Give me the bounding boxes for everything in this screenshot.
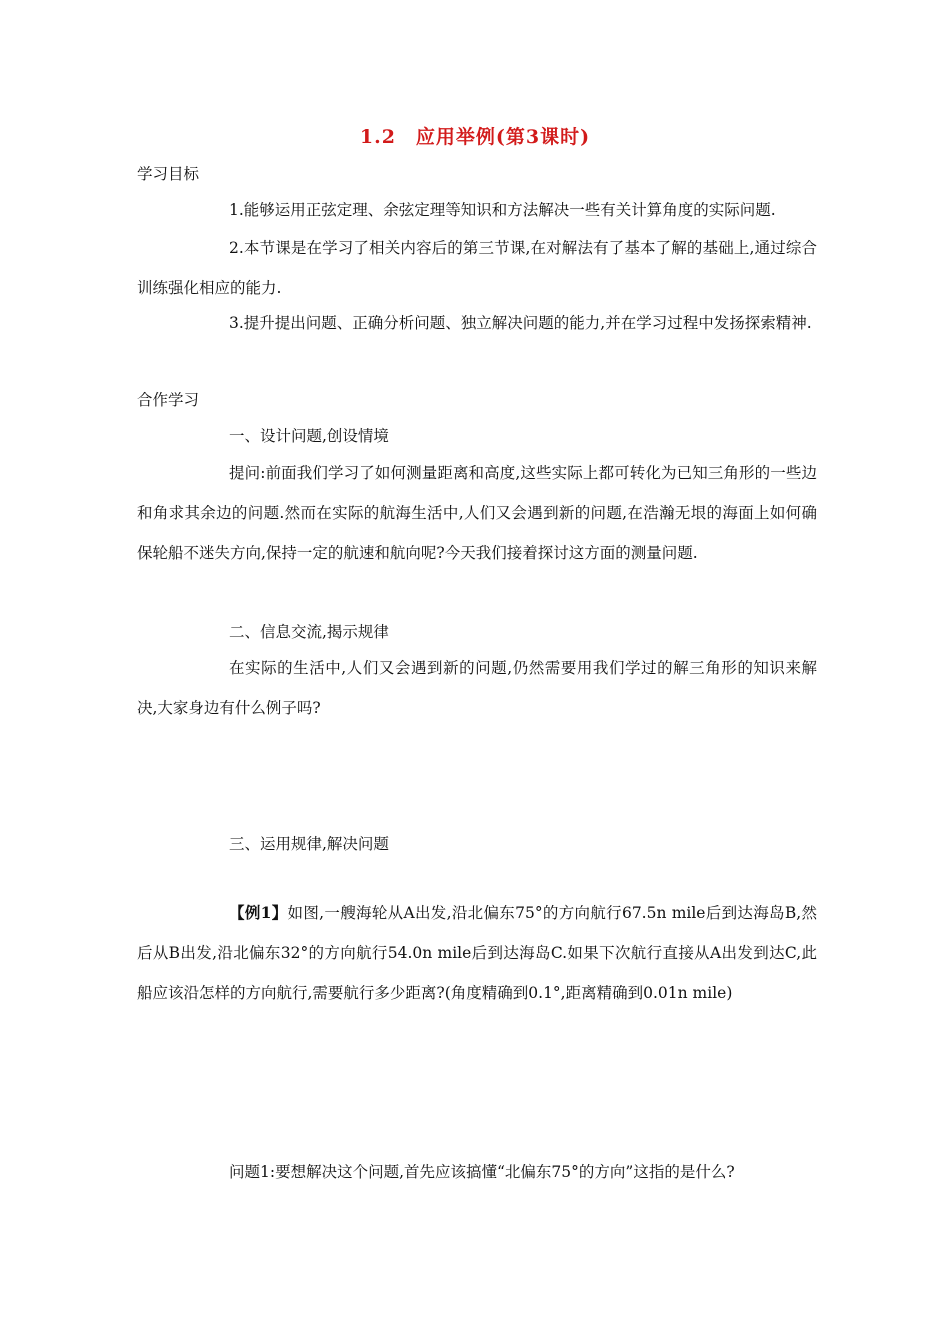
- objective-item-3: 3.提升提出问题、正确分析问题、独立解决问题的能力,并在学习过程中发扬探索精神.: [229, 314, 812, 332]
- section1-heading: 一、设计问题,创设情境: [229, 427, 389, 445]
- example-1: [137, 893, 817, 1013]
- section2-heading: 二、信息交流,揭示规律: [229, 623, 389, 641]
- section3-heading: 三、运用规律,解决问题: [229, 835, 389, 853]
- section1-text: 提问:前面我们学习了如何测量距离和高度,这些实际上都可转化为已知三角形的一些边和角求其余边的问题.然而在实际的航海生活中,人们又会遇到新的问题,在浩瀚无垠的海面上如何确保轮船不迷失方向,保持一定的航速和航向呢?今天我们接着探讨这方面的测量问题.: [137, 464, 817, 562]
- section2-text: 在实际的生活中,人们又会遇到新的问题,仍然需要用我们学过的解三角形的知识来解决,大家身边有什么例子吗?: [137, 659, 817, 717]
- page-title: 1.2 应用举例(第3课时): [359, 126, 591, 148]
- example-text: 如图,一艘海轮从A出发,沿北偏东75°的方向航行67.5n mile后到达海岛B,然后从B出发,沿北偏东32°的方向航行54.0n mile后到达海岛C.如果下次航行直接从A出发到达C,此船应该沿怎样的方向航行,需要航行多少距离?(角度精确到0.1°,距离精确到0.01n mile): [137, 904, 817, 1002]
- cooperative-heading: 合作学习: [137, 391, 200, 409]
- question-1: 问题1:要想解决这个问题,首先应该搞懂“北偏东75°的方向”这指的是什么?: [229, 1163, 735, 1181]
- objective-item-2: 2.本节课是在学习了相关内容后的第三节课,在对解法有了基本了解的基础上,通过综合训练强化相应的能力.: [137, 239, 817, 297]
- objective-item-1: 1.能够运用正弦定理、余弦定理等知识和方法解决一些有关计算角度的实际问题.: [229, 201, 776, 219]
- example-tag: 【例1】: [229, 903, 288, 922]
- objectives-heading: 学习目标: [137, 165, 200, 183]
